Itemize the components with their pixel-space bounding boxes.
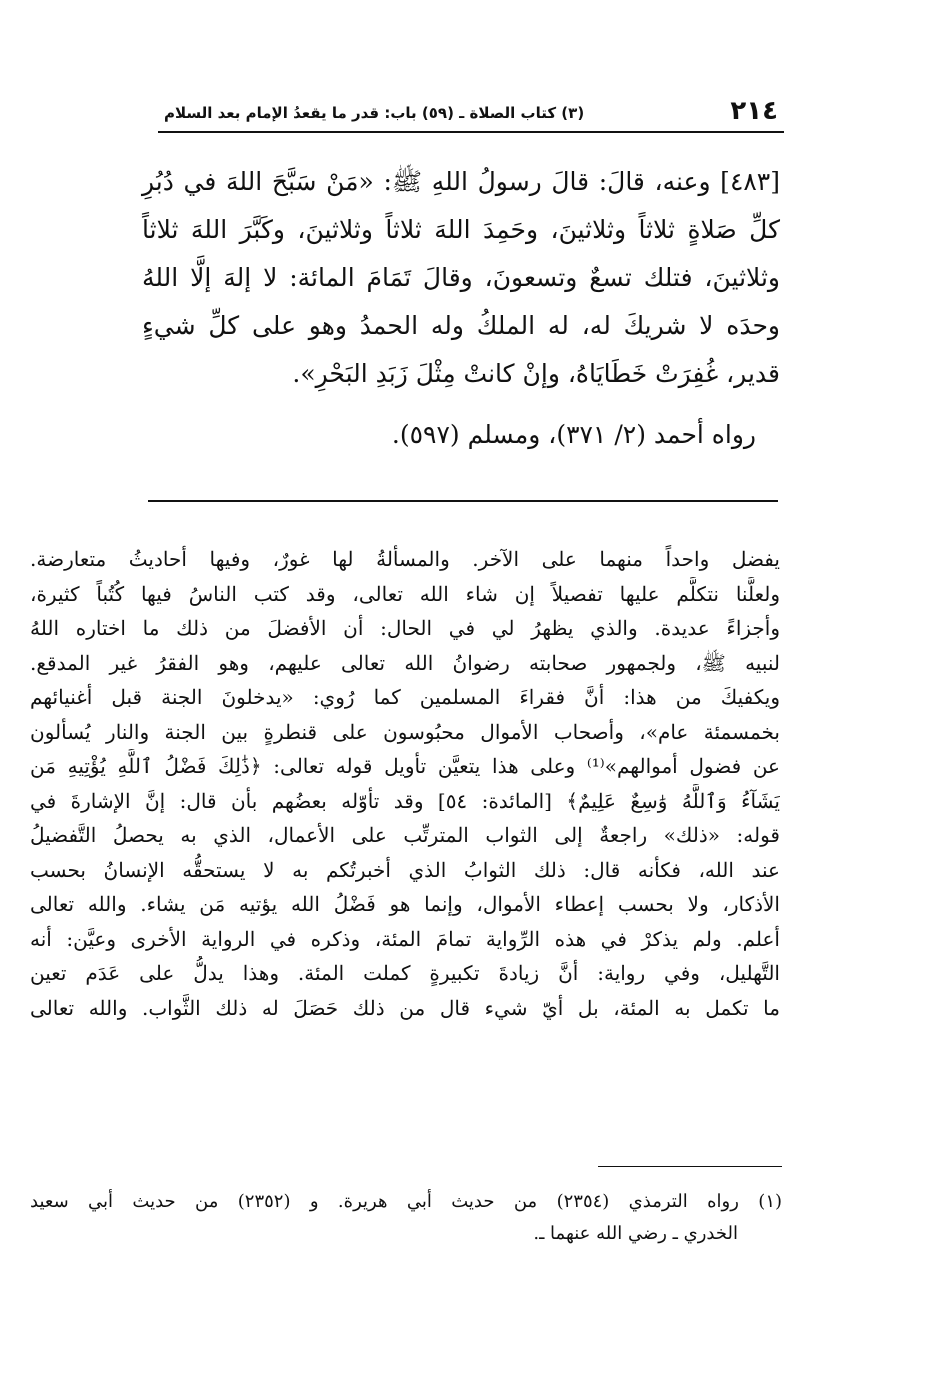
hadith-line: فتلك تسعٌ وتسعونَ، وقالَ تَمَامَ المائة: لا إلهَ إلَّا اللهُ وحدَه لا شريكَ له، له: [142, 263, 780, 340]
header-rule: [158, 131, 784, 133]
commentary-line: ولعلَّنا نتكلَّم عليها تفصيلاً إن شاء الله تعالى، وقد كتب الناسُ فيها كُتُباً كثيرة،: [30, 581, 780, 606]
commentary-line: يَشَآءُ وَٱللَّهُ وَٰسِعٌ عَلِيمٌ﴾ [المائدة: ٥٤] وقد تأوّله بعضُهم بأن قال: إنَّ الإشارةَ في: [30, 788, 780, 813]
commentary-line: عن فضول أموالهم»⁽¹⁾ وعلى هذا يتعيَّن تأويل قوله تعالى: ﴿ذَٰلِكَ فَضْلُ ٱللَّهِ يُؤْتِيهِ مَن: [30, 754, 780, 778]
page-number: ٢١٤: [730, 96, 778, 126]
footnote-rule: [598, 1166, 782, 1167]
commentary-line: يفضل واحداً منهما على الآخر. والمسألةُ لها غورٌ، وفيها أحاديثُ متعارضة.: [30, 547, 780, 571]
commentary-line: التَّهليل، وفي رواية: أنَّ زيادةَ تكبيرةٍ كملت المئة. وهذا يدلُّ على عَدَم تعين: [30, 961, 780, 985]
commentary-line: ويكفيكَ من هذا: أنَّ فقراءَ المسلمين كما رُوي: «يدخلونَ الجنة قبل أغنيائهم: [30, 685, 780, 709]
footnote: [30, 1186, 782, 1250]
commentary-line: قوله: «ذلك» راجعةٌ إلى الثواب المترتِّب على الأعمال، الذي به يحصلُ التَّفضيلُ: [30, 823, 780, 847]
page-header: [158, 96, 778, 130]
commentary-line: عند الله، فكأنه قال: ذلك الثوابُ الذي أخبرتُكم به لا يستحقُّه الإنسانُ بحسب: [30, 857, 780, 882]
section-divider: [148, 500, 778, 502]
commentary-line: ما تكمل به المئة، بل أيّ شيء قال من ذلك حَصَلَ له ذلك الثَّواب. والله تعالى: [30, 995, 780, 1020]
hadith-line: [٤٨٣] وعنه، قالَ: قالَ رسولُ اللهِ ﷺ: «مَنْ سَبَّحَ اللهَ في دُبُرِ كلِّ: [142, 167, 780, 244]
hadith-line: الملكُ وله الحمدُ وهو على كلِّ شيءٍ قدير، غُفِرَتْ خَطَايَاهُ، وإنْ كانتْ مِثْلَ: [142, 311, 780, 388]
running-title: (٣) كتاب الصلاة ـ (٥٩) باب: قدر ما يقعدُ الإمام بعد السلام: [164, 104, 585, 122]
commentary-line: بخمسمئة عام»، وأصحاب الأموال محبُوسون على قنطرةٍ بين الجنة والنار يُسألون: [30, 719, 780, 744]
footnote-line: الخدري ـ رضي الله عنهما ـ.: [533, 1223, 738, 1244]
commentary-line: وأجزاءً عديدة. والذي يظهرُ لي في الحال: أن الأفضلَ من ذلك ما اختاره اللهُ: [30, 616, 780, 640]
hadith-text: [142, 158, 780, 398]
hadith-line: صَلاةٍ ثلاثاً وثلاثينَ، وحَمِدَ اللهَ ثلاثاً وثلاثينَ، وكَبَّرَ اللهَ ثلاثاً وثلاثينَ،: [142, 215, 780, 292]
commentary-line: الأذكار، ولا بحسب إعطاء الأموال، وإنما هو فَضْلُ الله يؤتيه مَن يشاء. والله تعالى: [30, 892, 780, 916]
hadith-source: رواه أحمد (٢/ ٣٧١)، ومسلم (٥٩٧).: [391, 420, 756, 449]
commentary-line: أعلم. ولم يذكرْ في هذه الرِّواية تمامَ المئة، وذكره في الرواية الأخرى وعيَّن: أنه: [30, 926, 780, 951]
hadith-line: زَبَدِ البَحْرِ».: [292, 359, 408, 388]
commentary-text: [30, 542, 780, 1025]
commentary-line: لنبيه ﷺ، ولجمهور صحابته رضوانُ الله تعالى عليهم، وهو الفقرُ غير المدقع.: [30, 650, 780, 675]
footnote-line: (١) رواه الترمذي (٢٣٥٤) من حديث أبي هريرة. و (٢٣٥٢) من حديث أبي سعيد: [30, 1191, 782, 1212]
